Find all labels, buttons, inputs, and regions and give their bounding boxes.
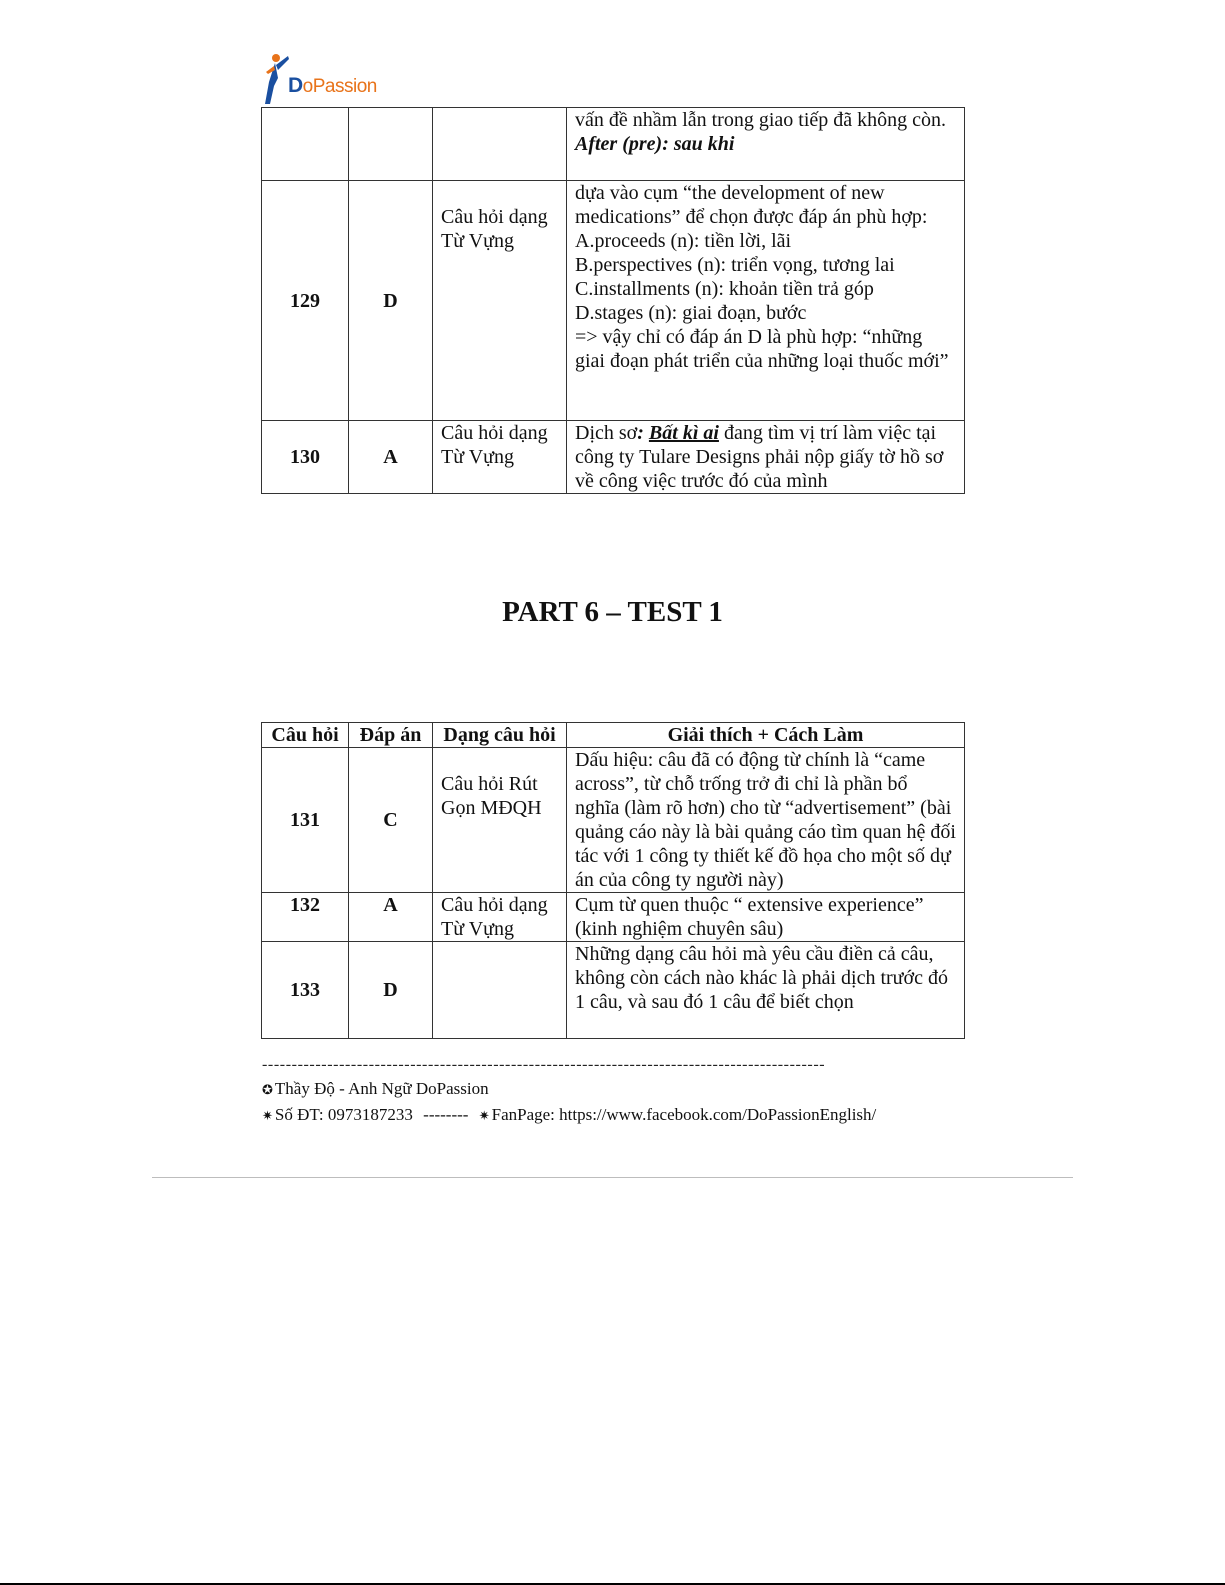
explanation-colon: : [637,422,649,444]
header-question: Câu hỏi [262,723,349,748]
explanation-rest: đang tìm vị trí làm việc tại công ty Tulare Designs phải nộp giấy tờ hồ sơ về công việc trước đó của mình [575,422,944,492]
table-row [262,893,965,942]
answer-cell: A [349,893,433,942]
table-row [262,108,965,181]
explanation-cell: dựa vào cụm “the development of new medications” để chọn được đáp án phù hợp: A.proceeds (n): tiền lời, lãi B.perspectives (n): triển vọng, tương lai C.installments (n): khoản tiền trả góp D.stages (n): giai đoạn, bước => vậy chỉ có đáp án D là phù hợp: “những giai đoạn phát triển của những loại thuốc mới” [567,181,965,421]
type-cell [433,942,567,1039]
question-cell [262,108,349,181]
asterisk-icon: ✷ [262,1109,273,1124]
type-cell: Câu hỏi dạng Từ Vựng [433,893,567,942]
table-row [262,181,965,421]
header-explanation: Giải thích + Cách Làm [567,723,965,748]
question-cell: 133 [262,942,349,1039]
table-row [262,942,965,1039]
answer-table-continued [261,107,965,494]
footer-separator: -------- [423,1105,469,1124]
star-circle-icon: ✪ [262,1083,273,1098]
footer-author: Thầy Độ - Anh Ngữ DoPassion [274,1079,489,1098]
table-row [262,421,965,494]
header-answer: Đáp án [349,723,433,748]
answer-cell: D [349,942,433,1039]
explanation-text: vấn đề nhầm lẫn trong giao tiếp đã không còn. [575,109,947,131]
type-cell [433,108,567,181]
header-type: Dạng câu hỏi [433,723,567,748]
question-cell: 131 [262,748,349,893]
table-row [262,748,965,893]
asterisk-icon: ✷ [478,1109,490,1124]
footer-fanpage: FanPage: https://www.facebook.com/DoPassionEnglish/ [491,1105,877,1124]
explanation-cell: Những dạng câu hỏi mà yêu cầu điền cả câu, không còn cách nào khác là phải dịch trước đó 1 câu, và sau đó 1 câu để biết chọn [567,942,965,1039]
answer-cell [349,108,433,181]
question-cell: 130 [262,421,349,494]
footer-author-line [262,1077,876,1103]
answer-cell: C [349,748,433,893]
explanation-cell [567,421,965,494]
type-cell: Câu hỏi dạng Từ Vựng [433,181,567,421]
question-cell: 129 [262,181,349,421]
explanation-cell: Dấu hiệu: câu đã có động từ chính là “came across”, từ chỗ trống trở đi chỉ là phần bổ nghĩa (làm rõ hơn) cho từ “advertisement” (bài quảng cáo này là bài quảng cáo tìm quan hệ đối tác với 1 công ty thiết kế đồ họa cho một số dự án của công ty người này) [567,748,965,893]
logo-wordmark: DoPassion [288,74,377,97]
answer-cell: D [349,181,433,421]
explanation-cell [567,108,965,181]
footer-contact-line [262,1103,876,1129]
answer-cell: A [349,421,433,494]
type-cell: Câu hỏi Rút Gọn MĐQH [433,748,567,893]
explanation-note: After (pre): sau khi [575,133,735,155]
type-cell: Câu hỏi dạng Từ Vựng [433,421,567,494]
explanation-cell: Cụm từ quen thuộc “ extensive experience” (kinh nghiệm chuyên sâu) [567,893,965,942]
footer-phone: Số ĐT: 0973187233 [274,1105,413,1124]
footer-divider: ----------------------------------------------------------------------------------------------- [262,1056,826,1073]
dopassion-logo [262,52,377,106]
question-cell: 132 [262,893,349,942]
page-footer [262,1053,876,1129]
explanation-prefix: Dịch sơ [575,422,638,444]
page-separator [152,1177,1073,1178]
table-header-row [262,723,965,748]
answer-table-part6 [261,722,965,1039]
explanation-emphasis: Bất kì ai [648,422,719,444]
part-title: PART 6 – TEST 1 [502,596,723,628]
